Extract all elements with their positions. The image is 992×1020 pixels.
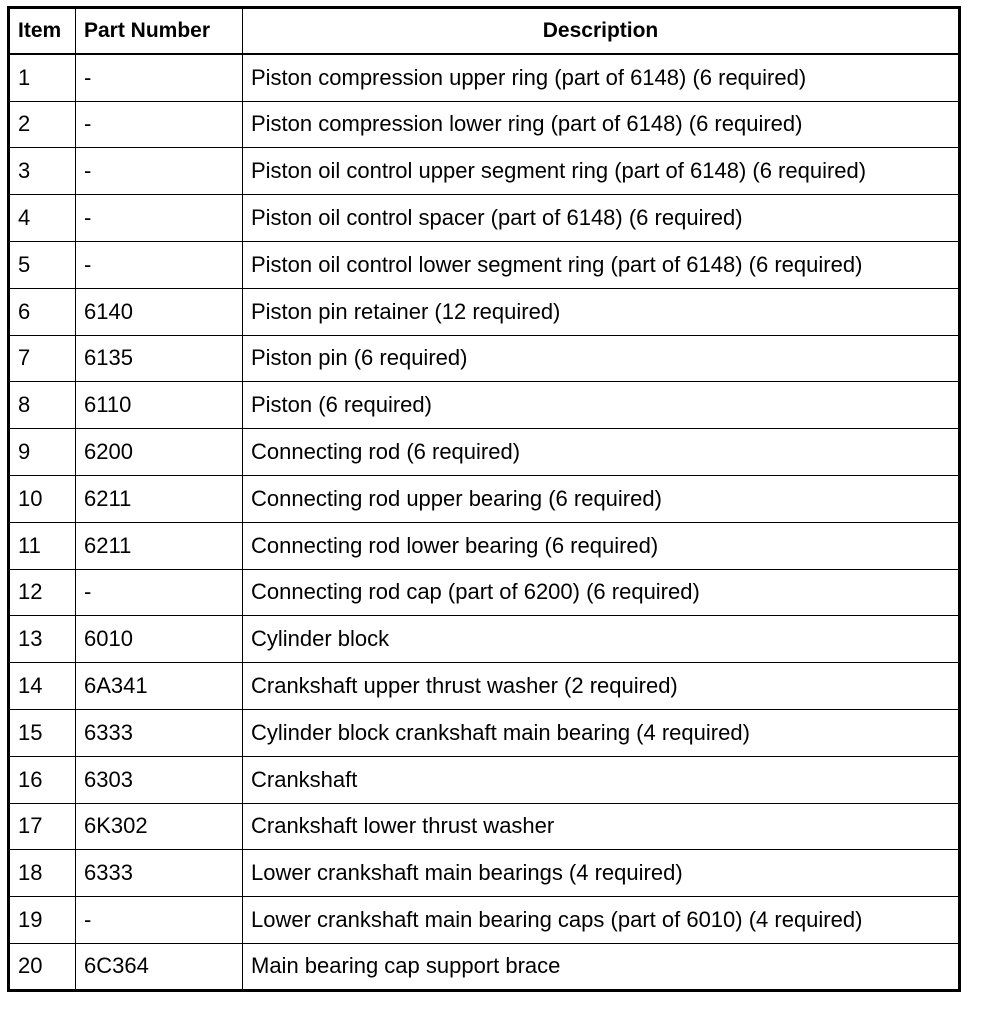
table-row bbox=[9, 850, 960, 897]
item-cell: 12 bbox=[9, 569, 76, 616]
table-row bbox=[9, 382, 960, 429]
table-row bbox=[9, 475, 960, 522]
part-number-cell: 6333 bbox=[76, 850, 243, 897]
table-row bbox=[9, 803, 960, 850]
description-cell: Cylinder block crankshaft main bearing (4 required) bbox=[243, 709, 960, 756]
table-row bbox=[9, 756, 960, 803]
part-number-cell: 6333 bbox=[76, 709, 243, 756]
description-cell: Crankshaft bbox=[243, 756, 960, 803]
description-cell: Piston pin (6 required) bbox=[243, 335, 960, 382]
table-row bbox=[9, 288, 960, 335]
item-cell: 10 bbox=[9, 475, 76, 522]
table-row bbox=[9, 101, 960, 148]
item-cell: 7 bbox=[9, 335, 76, 382]
table-row bbox=[9, 241, 960, 288]
part-number-cell: 6200 bbox=[76, 429, 243, 476]
part-number-cell: - bbox=[76, 101, 243, 148]
header-description: Description bbox=[243, 8, 960, 55]
item-cell: 11 bbox=[9, 522, 76, 569]
part-number-cell: - bbox=[76, 569, 243, 616]
part-number-cell: - bbox=[76, 148, 243, 195]
table-header bbox=[9, 8, 960, 55]
item-cell: 18 bbox=[9, 850, 76, 897]
table-row bbox=[9, 897, 960, 944]
part-number-cell: 6110 bbox=[76, 382, 243, 429]
item-cell: 5 bbox=[9, 241, 76, 288]
header-item: Item bbox=[9, 8, 76, 55]
item-cell: 16 bbox=[9, 756, 76, 803]
part-number-cell: 6211 bbox=[76, 475, 243, 522]
item-cell: 3 bbox=[9, 148, 76, 195]
description-cell: Lower crankshaft main bearings (4 required) bbox=[243, 850, 960, 897]
table-row bbox=[9, 148, 960, 195]
part-number-cell: 6303 bbox=[76, 756, 243, 803]
description-cell: Crankshaft lower thrust washer bbox=[243, 803, 960, 850]
item-cell: 19 bbox=[9, 897, 76, 944]
description-cell: Piston pin retainer (12 required) bbox=[243, 288, 960, 335]
part-number-cell: 6135 bbox=[76, 335, 243, 382]
item-cell: 8 bbox=[9, 382, 76, 429]
description-cell: Piston (6 required) bbox=[243, 382, 960, 429]
part-number-cell: 6K302 bbox=[76, 803, 243, 850]
item-cell: 4 bbox=[9, 195, 76, 242]
description-cell: Main bearing cap support brace bbox=[243, 943, 960, 990]
description-cell: Cylinder block bbox=[243, 616, 960, 663]
part-number-cell: - bbox=[76, 195, 243, 242]
table-row bbox=[9, 195, 960, 242]
table-row bbox=[9, 943, 960, 990]
table-row bbox=[9, 54, 960, 101]
item-cell: 13 bbox=[9, 616, 76, 663]
description-cell: Piston oil control upper segment ring (part of 6148) (6 required) bbox=[243, 148, 960, 195]
part-number-cell: 6A341 bbox=[76, 663, 243, 710]
part-number-cell: - bbox=[76, 897, 243, 944]
item-cell: 20 bbox=[9, 943, 76, 990]
table-row bbox=[9, 616, 960, 663]
part-number-cell: 6211 bbox=[76, 522, 243, 569]
part-number-cell: 6010 bbox=[76, 616, 243, 663]
table-row bbox=[9, 569, 960, 616]
table-row bbox=[9, 663, 960, 710]
parts-table bbox=[7, 6, 961, 992]
item-cell: 14 bbox=[9, 663, 76, 710]
header-part-number: Part Number bbox=[76, 8, 243, 55]
description-cell: Piston compression upper ring (part of 6148) (6 required) bbox=[243, 54, 960, 101]
item-cell: 9 bbox=[9, 429, 76, 476]
table-row bbox=[9, 709, 960, 756]
table-row bbox=[9, 429, 960, 476]
table-row bbox=[9, 335, 960, 382]
part-number-cell: 6140 bbox=[76, 288, 243, 335]
description-cell: Piston compression lower ring (part of 6148) (6 required) bbox=[243, 101, 960, 148]
item-cell: 6 bbox=[9, 288, 76, 335]
description-cell: Connecting rod lower bearing (6 required) bbox=[243, 522, 960, 569]
item-cell: 17 bbox=[9, 803, 76, 850]
description-cell: Lower crankshaft main bearing caps (part of 6010) (4 required) bbox=[243, 897, 960, 944]
table-body bbox=[9, 54, 960, 990]
table-row bbox=[9, 522, 960, 569]
part-number-cell: - bbox=[76, 241, 243, 288]
description-cell: Connecting rod upper bearing (6 required) bbox=[243, 475, 960, 522]
header-row bbox=[9, 8, 960, 55]
description-cell: Piston oil control lower segment ring (part of 6148) (6 required) bbox=[243, 241, 960, 288]
description-cell: Crankshaft upper thrust washer (2 required) bbox=[243, 663, 960, 710]
item-cell: 15 bbox=[9, 709, 76, 756]
description-cell: Piston oil control spacer (part of 6148) (6 required) bbox=[243, 195, 960, 242]
item-cell: 2 bbox=[9, 101, 76, 148]
part-number-cell: 6C364 bbox=[76, 943, 243, 990]
description-cell: Connecting rod cap (part of 6200) (6 required) bbox=[243, 569, 960, 616]
part-number-cell: - bbox=[76, 54, 243, 101]
description-cell: Connecting rod (6 required) bbox=[243, 429, 960, 476]
item-cell: 1 bbox=[9, 54, 76, 101]
